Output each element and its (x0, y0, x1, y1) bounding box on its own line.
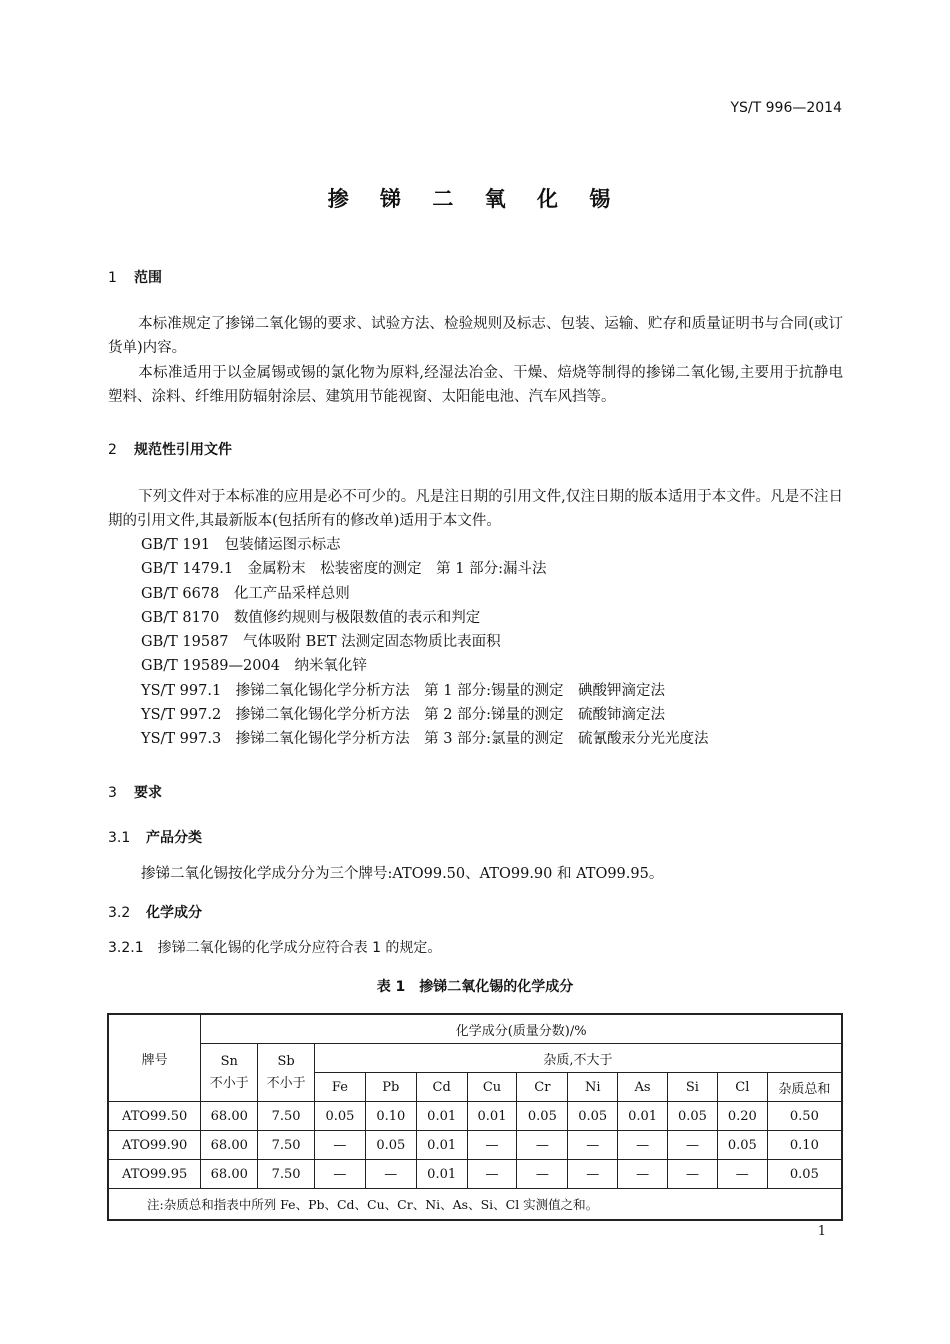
section-3-1-text: 掺锑二氧化锡按化学成分分为三个牌号:ATO99.50、ATO99.90 和 ATO99.95。 (141, 866, 664, 882)
section-number: 1 (108, 270, 117, 286)
reference-code: GB/T 8170 (141, 609, 220, 626)
reference-name: 数值修约规则与极限数值的表示和判定 (233, 609, 481, 626)
standard-number: YS/T 996—2014 (730, 100, 842, 116)
impurity-column-header: As (618, 1073, 668, 1102)
section-number: 3.1 (108, 830, 131, 846)
impurity-column-header: Ni (568, 1073, 618, 1102)
brand-header: 牌号 (108, 1014, 201, 1102)
impurity-cell: 0.05 (568, 1102, 618, 1131)
sn-header (201, 1044, 258, 1102)
section-number: 3.2 (108, 905, 131, 921)
sb-not-less: 不小于 (266, 1075, 306, 1091)
impurity-cell: 0.10 (767, 1131, 842, 1160)
sb-label: Sb (277, 1053, 295, 1069)
reference-code: GB/T 1479.1 (141, 561, 234, 578)
reference-item (141, 679, 709, 703)
reference-name: 化工产品采样总则 (233, 585, 350, 602)
paragraph-text: 本标准规定了掺锑二氧化锡的要求、试验方法、检验规则及标志、包装、运输、贮存和质量证明书与合同(或订货单)内容。 (108, 316, 843, 356)
table-caption: 表 1 掺锑二氧化锡的化学成分 (376, 979, 574, 995)
reference-name: 金属粉末 松装密度的测定 第 1 部分:漏斗法 (247, 561, 547, 578)
paragraph-text: 本标准适用于以金属锡或锡的氯化物为原料,经湿法冶金、干燥、焙烧等制得的掺锑二氧化锡,主要用于抗静电塑料、涂料、纤维用防辐射涂层、建筑用节能视窗、太阳能电池、汽车风挡等。 (108, 365, 843, 405)
impurity-column-header: Cd (416, 1073, 467, 1102)
impurity-column-header: Si (668, 1073, 718, 1102)
section-2-heading (108, 439, 232, 459)
impurity-cell: — (517, 1160, 568, 1189)
chemical-composition-table (107, 1013, 843, 1221)
page-number: 1 (817, 1224, 826, 1239)
sn-not-less: 不小于 (209, 1075, 249, 1091)
impurity-header: 杂质,不大于 (315, 1044, 843, 1073)
reference-item (141, 606, 709, 630)
section-number: 2 (108, 442, 117, 458)
section-number: 3 (108, 785, 117, 801)
impurity-cell: — (568, 1131, 618, 1160)
table-note: 注:杂质总和指表中所列 Fe、Pb、Cd、Cu、Cr、Ni、As、Si、Cl 实测值之和。 (108, 1189, 842, 1221)
section-3-1-heading (108, 827, 202, 847)
impurity-cell: 0.01 (416, 1102, 467, 1131)
section-3-2-1-text: 3.2.1 掺锑二氧化锡的化学成分应符合表 1 的规定。 (108, 940, 442, 956)
impurity-cell: 0.05 (767, 1160, 842, 1189)
reference-code: GB/T 19589—2004 (141, 658, 280, 675)
impurity-cell: — (568, 1160, 618, 1189)
sn-cell: 68.00 (201, 1160, 258, 1189)
reference-code: YS/T 997.2 (141, 707, 222, 724)
impurity-cell: 0.01 (416, 1160, 467, 1189)
section-2-paragraph-1 (108, 485, 843, 533)
impurity-cell: 0.01 (467, 1102, 517, 1131)
impurity-cell: 0.20 (717, 1102, 767, 1131)
sb-cell: 7.50 (258, 1102, 315, 1131)
impurity-cell: — (717, 1160, 767, 1189)
impurity-cell: 0.01 (618, 1102, 668, 1131)
brand-cell: ATO99.50 (108, 1102, 201, 1131)
reference-name: 掺锑二氧化锡化学分析方法 第 3 部分:氯量的测定 硫氰酸汞分光光度法 (235, 731, 709, 748)
reference-code: YS/T 997.1 (141, 682, 222, 699)
reference-code: GB/T 19587 (141, 634, 229, 651)
paragraph-text: 下列文件对于本标准的应用是必不可少的。凡是注日期的引用文件,仅注日期的版本适用于本文件。凡是不注日期的引用文件,其最新版本(包括所有的修改单)适用于本文件。 (108, 489, 843, 529)
impurity-cell: 0.05 (717, 1131, 767, 1160)
impurity-cell: — (315, 1160, 366, 1189)
section-title: 范围 (134, 270, 162, 286)
impurity-column-header: Cr (517, 1073, 568, 1102)
impurity-column-header: 杂质总和 (767, 1073, 842, 1102)
reference-item (141, 630, 709, 654)
section-1-paragraph-1 (108, 312, 843, 360)
reference-item (141, 533, 709, 557)
table-row (108, 1160, 842, 1189)
reference-name: 掺锑二氧化锡化学分析方法 第 2 部分:锑量的测定 硫酸铈滴定法 (235, 707, 666, 724)
brand-cell: ATO99.95 (108, 1160, 201, 1189)
impurity-cell: — (517, 1131, 568, 1160)
impurity-cell: 0.05 (365, 1131, 416, 1160)
reference-code: GB/T 6678 (141, 585, 220, 602)
sn-cell: 68.00 (201, 1102, 258, 1131)
section-title: 产品分类 (146, 830, 202, 846)
document-title: 掺 锑 二 氧 化 锡 (327, 187, 623, 211)
impurity-cell: 0.50 (767, 1102, 842, 1131)
impurity-column-header: Cl (717, 1073, 767, 1102)
composition-header: 化学成分(质量分数)/% (201, 1014, 842, 1044)
sn-cell: 68.00 (201, 1131, 258, 1160)
reference-item (141, 582, 709, 606)
impurity-cell: — (618, 1131, 668, 1160)
reference-code: GB/T 191 (141, 537, 211, 553)
impurity-cell: 0.05 (517, 1102, 568, 1131)
impurity-cell: — (668, 1160, 718, 1189)
section-title: 化学成分 (146, 905, 202, 921)
section-1-paragraph-2 (108, 361, 843, 409)
impurity-column-header: Cu (467, 1073, 517, 1102)
reference-item (141, 557, 709, 581)
impurity-column-header: Fe (315, 1073, 366, 1102)
sb-header (258, 1044, 315, 1102)
table-row (108, 1102, 842, 1131)
impurity-cell: 0.01 (416, 1131, 467, 1160)
normative-references-list (141, 533, 709, 752)
section-title: 要求 (134, 785, 162, 801)
impurity-cell: 0.10 (365, 1102, 416, 1131)
impurity-cell: — (365, 1160, 416, 1189)
reference-code: YS/T 997.3 (141, 731, 222, 748)
reference-name: 气体吸附 BET 法测定固态物质比表面积 (243, 634, 501, 651)
reference-item (141, 703, 709, 727)
sn-label: Sn (220, 1053, 238, 1069)
impurity-cell: — (467, 1160, 517, 1189)
reference-item (141, 654, 709, 678)
section-1-heading (108, 267, 162, 287)
table-row (108, 1131, 842, 1160)
section-3-heading (108, 782, 162, 802)
section-3-2-heading (108, 902, 202, 922)
reference-item (141, 727, 709, 751)
section-title: 规范性引用文件 (134, 442, 232, 458)
reference-name: 纳米氧化锌 (294, 658, 367, 675)
impurity-column-header: Pb (365, 1073, 416, 1102)
impurity-cell: — (668, 1131, 718, 1160)
reference-name: 掺锑二氧化锡化学分析方法 第 1 部分:锡量的测定 碘酸钾滴定法 (235, 682, 666, 699)
sb-cell: 7.50 (258, 1131, 315, 1160)
sb-cell: 7.50 (258, 1160, 315, 1189)
brand-cell: ATO99.90 (108, 1131, 201, 1160)
impurity-cell: — (315, 1131, 366, 1160)
impurity-cell: — (618, 1160, 668, 1189)
impurity-cell: 0.05 (668, 1102, 718, 1131)
impurity-cell: — (467, 1131, 517, 1160)
reference-name: 包装储运图示标志 (224, 537, 341, 553)
impurity-cell: 0.05 (315, 1102, 366, 1131)
